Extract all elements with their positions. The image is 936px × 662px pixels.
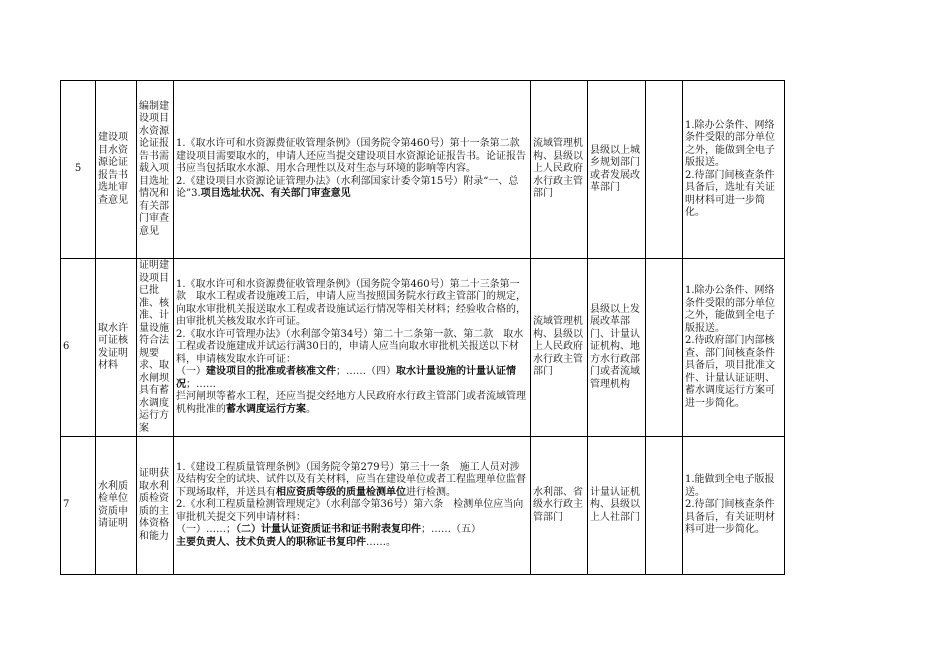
legal-basis-cell (174, 259, 531, 437)
basis-text: 2.《建设项目水资源论证管理办法》（水利部国家计委令第15号）附录“一、总论”3. (176, 175, 519, 200)
condition-cell: 证明获取水利质检资质的主体资格和能力 (137, 437, 174, 575)
coordinating-department: 县级以上发展改革部门、计量认证机构、地方水行政部门或者流域管理机构 (588, 259, 646, 437)
issuing-department: 流域管理机构、县级以上人民政府水行政主管部门 (531, 259, 588, 437)
coordinating-department: 县级以上城乡规划部门或者发展改革部门 (588, 81, 646, 259)
basis-text: ；…… (186, 378, 216, 390)
basis-text: （一） (176, 366, 206, 378)
basis-text: 1.《取水许可和水资源费征收管理条例》（国务院令第460号）第十一条第二款 建设项目需要取水的，申请人还应当提交建设项目水资源论证报告书。论证报告书应当包括取水水源、用水合理性以及对生态与环境的影响等内容。 (176, 138, 530, 175)
note-cell: 1.能做到全电子版报送。 2.待部门间核查条件具备后，有关证明材料可进一步简化。 (683, 437, 785, 575)
basis-bold-text: 相应资质等级的质量检测单位 (276, 486, 406, 498)
note-cell: 1.除办公条件、网络条件受限的部分单位之外，能做到全电子版报送。 2.待部门间核查条件具备后，选址有关证明材料可进一步简化。 (683, 81, 785, 259)
item-name: 水利质检单位资质申请证明 (96, 437, 137, 575)
note-cell: 1.除办公条件、网络条件受限的部分单位之外，能做到全电子版报送。 2.待政府部门内部核查、部门间核查条件具备后，项目批准文件、计量认证证明、蓄水调度运行方案可进一步简化。 (683, 259, 785, 437)
basis-bold-text: （二）计量认证资质证书和证书附表复印件 (236, 524, 421, 536)
issuing-department: 水利部、省级水行政主管部门 (531, 437, 588, 575)
issuing-department: 流域管理机构、县级以上人民政府水行政主管部门 (531, 81, 588, 259)
basis-bold-text: 项目选址状况、有关部门审查意见 (200, 188, 351, 200)
basis-text: （一）……； (176, 524, 236, 536)
basis-text: 1.《取水许可和水资源费征收管理条例》（国务院令第460号）第二十三条第一款 取水工程或者设施竣工后，申请人应当按照国务院水行政主管部门的规定，向取水审批机关报送取水工程或者设施试运行情况等相关材料；经验收合格的，由审批机关核发取水许可证。 (176, 278, 526, 328)
basis-text: ；……（五） (421, 524, 481, 536)
basis-text: 1.《建设工程质量管理条例》（国务院令第279号）第三十一条 施工人员对涉及结构安全的试块、试件以及有关材料，应当在建设单位或者工程监理单位监督下现场取样，并送具有 (176, 461, 526, 498)
coordinating-department: 计量认证机构、县级以上人社部门 (588, 437, 646, 575)
document-table (60, 80, 785, 575)
row-number: 5 (61, 81, 96, 259)
basis-text: ；……（四） (336, 366, 396, 378)
basis-bold-text: 主要负责人、技术负责人的职称证书复印件 (176, 536, 366, 548)
empty-cell (646, 259, 683, 437)
table-row (61, 81, 785, 259)
empty-cell (646, 437, 683, 575)
basis-text: 。 (306, 403, 316, 415)
empty-cell (646, 81, 683, 259)
basis-text: 2.《取水许可管理办法》（水利部令第34号）第二十二条第一款、第二款 取水工程或者设施建成并试运行满30日的，申请人应当向取水审批机关报送以下材料，申请核发取水许可证： (176, 328, 524, 365)
condition-cell: 编制建设项目水资源论证报告书需载入项目选址情况和有关部门审查意见 (137, 81, 174, 259)
basis-text: ……。 (366, 536, 396, 548)
basis-text: 2.《水利工程质量检测管理规定》（水利部令第36号）第六条 检测单位应当向审批机关提交下列申请材料： (176, 499, 524, 523)
basis-bold-text: 蓄水调度运行方案 (226, 403, 306, 415)
basis-text: 拦河闸坝等蓄水工程，还应当提交经地方人民政府水行政主管部门或者流域管理机构批准的 (176, 391, 526, 415)
row-number: 6 (61, 259, 96, 437)
legal-basis-cell (174, 81, 531, 259)
item-name: 取水许可证核发证明材料 (96, 259, 137, 437)
table-row (61, 259, 785, 437)
basis-text: 进行检测。 (406, 486, 456, 498)
condition-cell: 证明建设项目已批准、核准、计量设施符合法规要求、取水闸坝具有蓄水调度运行方案 (137, 259, 174, 437)
row-number: 7 (61, 437, 96, 575)
basis-bold-text: 取水计量设施的计量认证情况 (176, 366, 516, 390)
legal-basis-cell (174, 437, 531, 575)
basis-bold-text: 建设项目的批准或者核准文件 (206, 366, 336, 378)
table-row (61, 437, 785, 575)
item-name: 建设项目水资源论证报告书选址审查意见 (96, 81, 137, 259)
